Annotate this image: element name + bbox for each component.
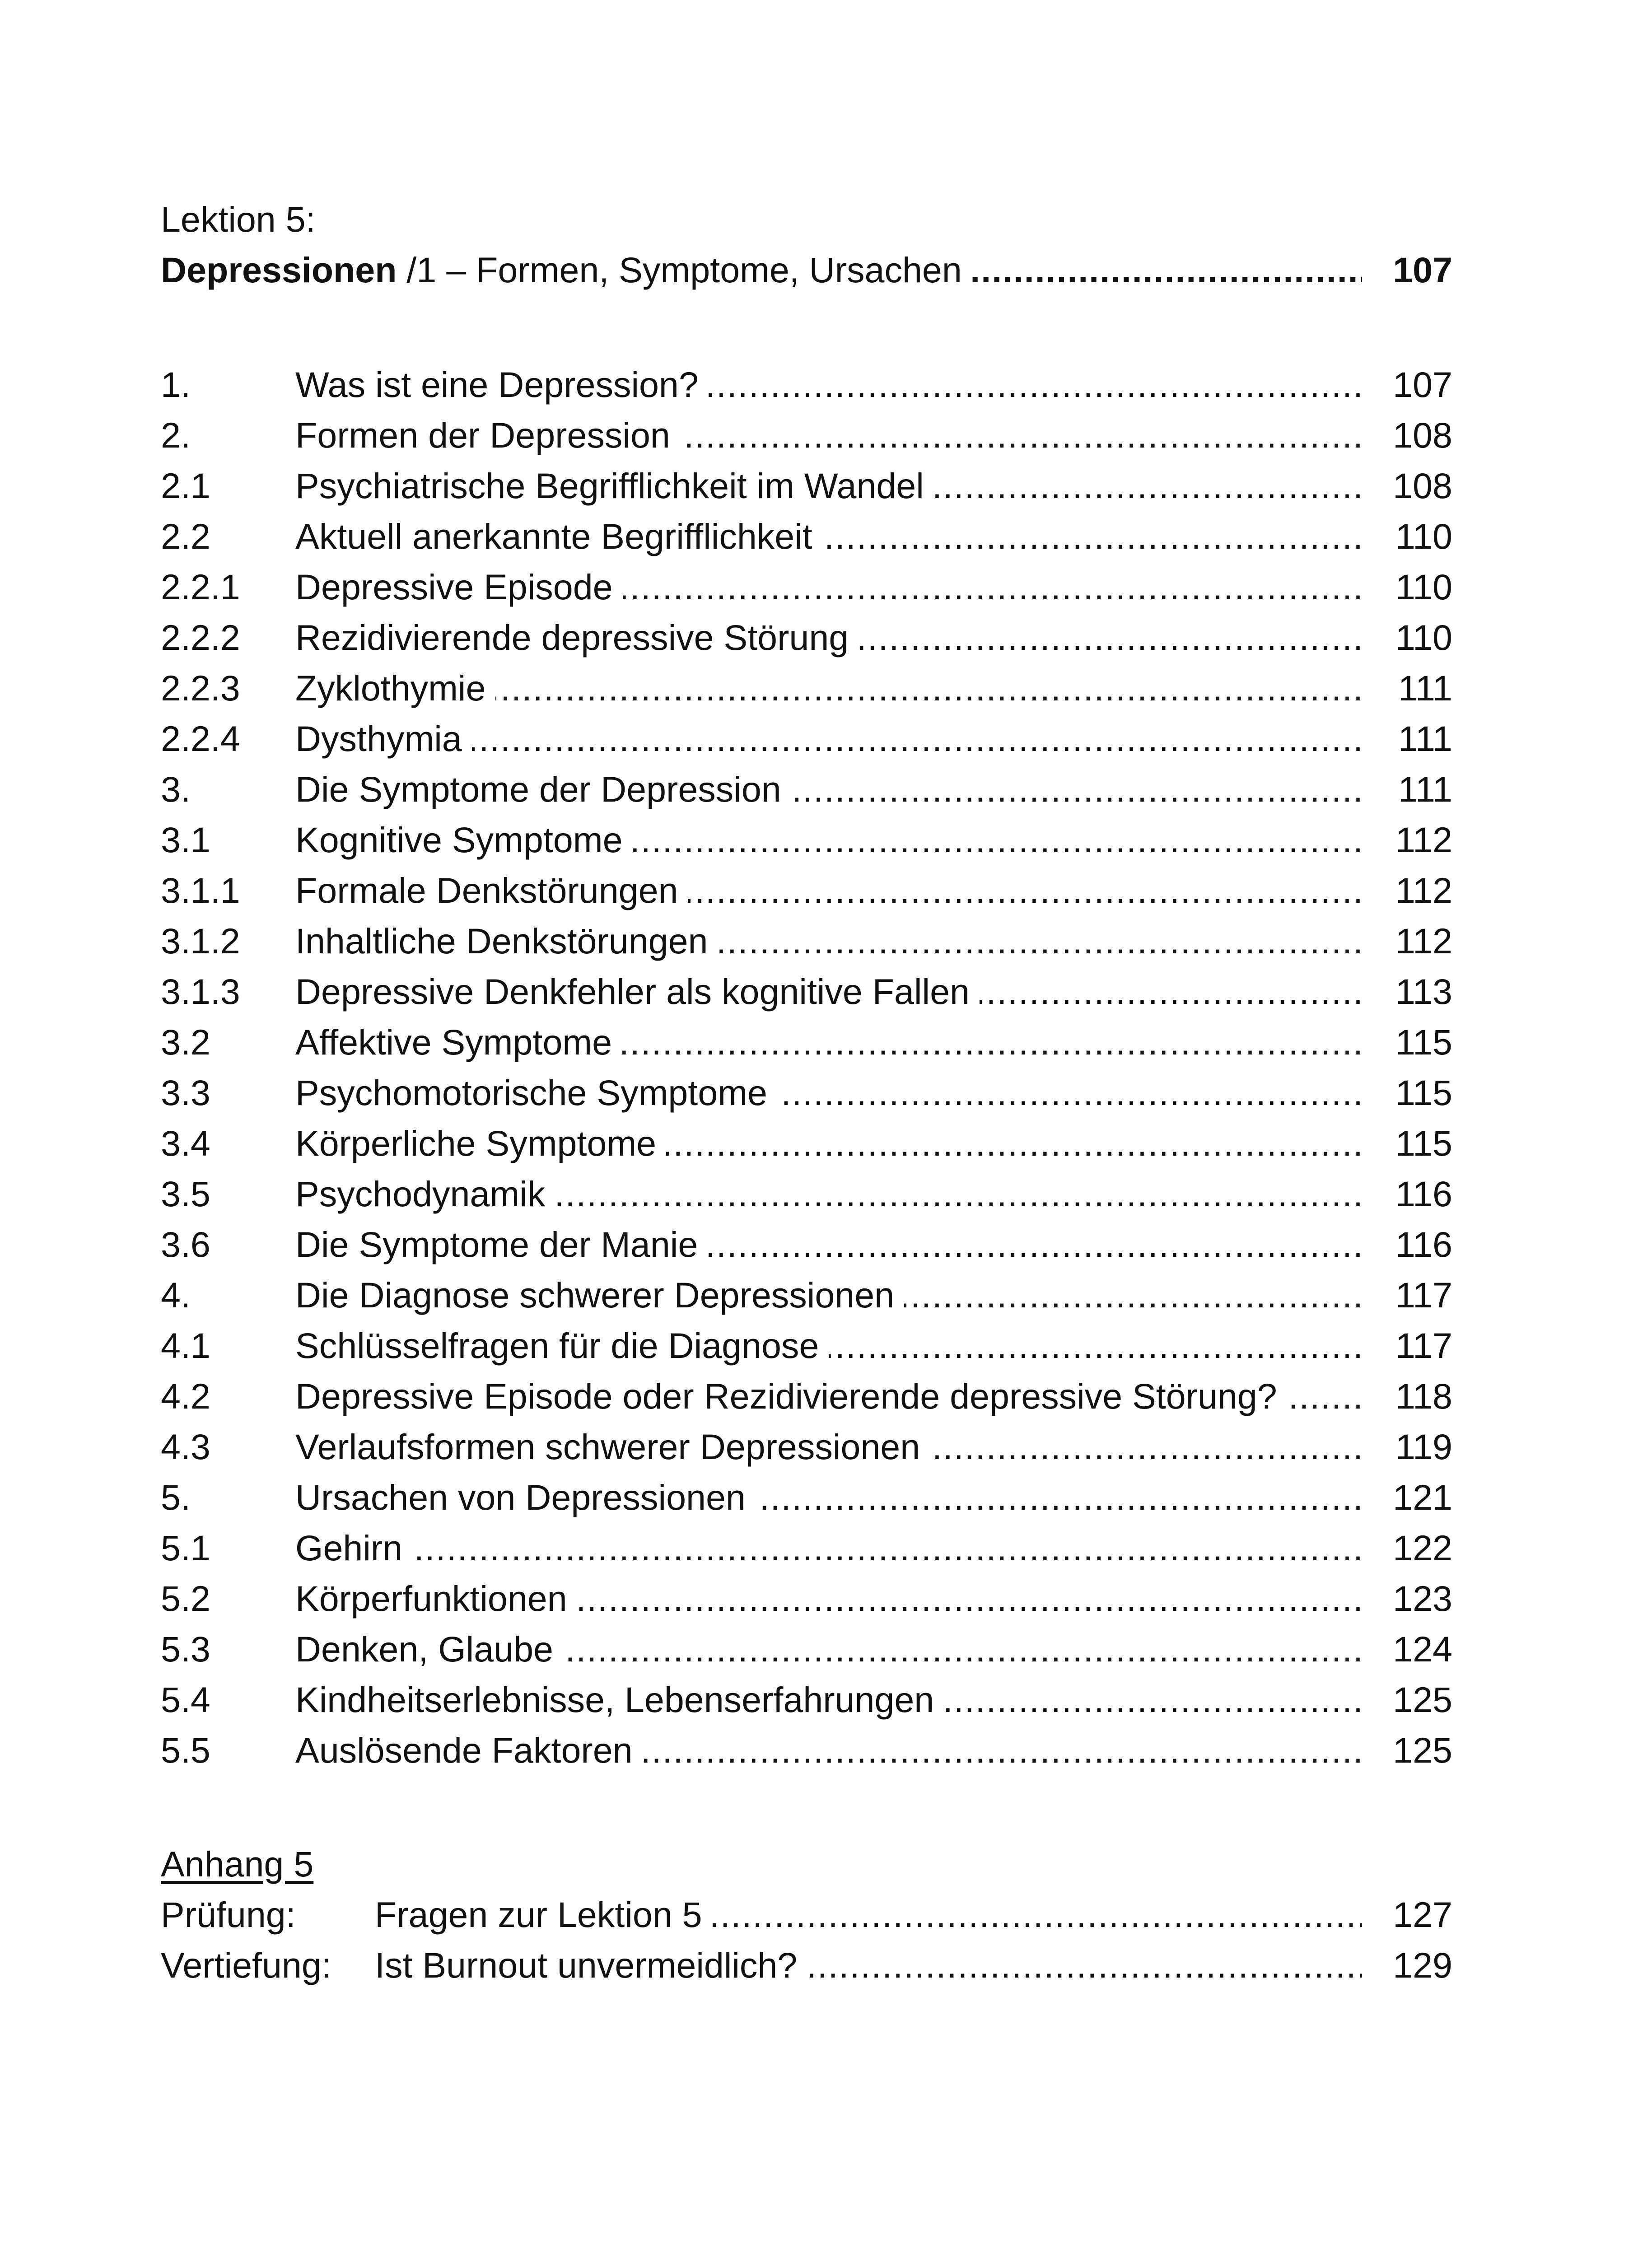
toc-entry (161, 815, 1452, 865)
toc-entry-page: 110 (1395, 567, 1452, 607)
appendix-entry-page: 127 (1393, 1894, 1452, 1935)
toc-entry (161, 1169, 1452, 1219)
dot-leader (295, 663, 1362, 714)
toc-entry (161, 663, 1452, 714)
dot-leader (295, 1675, 1362, 1725)
toc-entry-number: 5.3 (161, 1629, 210, 1669)
toc-entry-number: 3. (161, 769, 191, 809)
dot-leader (375, 1889, 1362, 1940)
toc-entry-number: 2.2 (161, 516, 210, 556)
toc-entry-title: Depressive Denkfehler als kognitive Fallen (295, 971, 980, 1012)
toc-entry-title: Psychiatrische Begrifflichkeit im Wandel (295, 466, 934, 506)
toc-entry-page: 118 (1395, 1376, 1452, 1416)
toc-entry-page: 117 (1395, 1325, 1452, 1366)
chapter-label: Lektion 5: (161, 199, 316, 239)
dot-leader (295, 1270, 1362, 1320)
toc-entry (161, 1675, 1452, 1725)
toc-entry-number: 3.1.1 (161, 870, 240, 910)
toc-entry-title: Depressive Episode oder Rezidivierende depressive Störung? (295, 1376, 1287, 1416)
appendix-entries (161, 1889, 1452, 1991)
dot-leader (295, 1219, 1362, 1270)
toc-entry-number: 2.1 (161, 466, 210, 506)
toc-entry-title: Dysthymia (295, 718, 472, 759)
toc-entry (161, 1472, 1452, 1523)
toc-entry-title: Verlaufsformen schwerer Depressionen (295, 1427, 930, 1467)
toc-entry-page: 112 (1395, 870, 1452, 910)
dot-leader (295, 562, 1362, 612)
toc-entry-title: Was ist eine Depression? (295, 364, 709, 405)
toc-entry-page: 116 (1395, 1174, 1452, 1214)
toc-entry-page: 113 (1395, 971, 1452, 1012)
toc-entry-number: 5. (161, 1477, 191, 1517)
toc-entry-page: 108 (1393, 466, 1452, 506)
toc-entry-page: 115 (1395, 1022, 1452, 1062)
toc-entries (161, 359, 1452, 1776)
appendix-heading (161, 1839, 1452, 1889)
toc-entry-page: 112 (1395, 820, 1452, 860)
toc-entry-title: Ursachen von Depressionen (295, 1477, 756, 1517)
toc-entry (161, 1320, 1452, 1371)
toc-entry (161, 612, 1452, 663)
toc-entry-number: 2.2.4 (161, 718, 240, 759)
toc-entry (161, 865, 1452, 916)
toc-entry-title: Psychodynamik (295, 1174, 555, 1214)
toc-entry (161, 359, 1452, 410)
toc-entry-page: 107 (1393, 364, 1452, 405)
toc-entry-title: Aktuell anerkannte Begrifflichkeit (295, 516, 822, 556)
toc-entry (161, 410, 1452, 461)
toc-entry-page: 112 (1395, 921, 1452, 961)
toc-entry (161, 1422, 1452, 1472)
toc-entry (161, 461, 1452, 511)
appendix-entry-title: Ist Burnout unvermeidlich? (375, 1945, 807, 1985)
toc-entry-title: Schlüsselfragen für die Diagnose (295, 1325, 829, 1366)
toc-entry-page: 115 (1395, 1073, 1452, 1113)
toc-entry-title: Gehirn (295, 1528, 412, 1568)
toc-entry-title: Die Symptome der Depression (295, 769, 791, 809)
toc-entry-page: 111 (1398, 668, 1452, 708)
toc-entry-page: 108 (1393, 415, 1452, 455)
toc-entry-number: 5.5 (161, 1730, 210, 1770)
toc-entry-number: 2.2.2 (161, 617, 240, 658)
toc-entry-title: Die Symptome der Manie (295, 1224, 708, 1264)
toc-entry-title: Formen der Depression (295, 415, 680, 455)
toc-entry-number: 1. (161, 364, 191, 405)
toc-entry-title: Zyklothymie (295, 668, 495, 708)
dot-leader (295, 511, 1362, 562)
toc-entry-title: Kindheitserlebnisse, Lebenserfahrungen (295, 1680, 944, 1720)
dot-leader (295, 1017, 1362, 1068)
toc-entry-title: Inhaltliche Denkstörungen (295, 921, 718, 961)
toc-entry (161, 1624, 1452, 1675)
chapter-title-row (161, 245, 1452, 295)
appendix-entry-title: Fragen zur Lektion 5 (375, 1894, 712, 1935)
toc-entry-page: 122 (1393, 1528, 1452, 1568)
dot-leader (295, 1169, 1362, 1219)
toc-entry-title: Psychomotorische Symptome (295, 1073, 777, 1113)
toc-entry-page: 111 (1398, 718, 1452, 759)
dot-leader (295, 865, 1362, 916)
appendix-title: Anhang 5 (161, 1844, 314, 1884)
toc-entry (161, 1270, 1452, 1320)
appendix-entry-label: Vertiefung: (161, 1945, 331, 1985)
toc-entry (161, 1573, 1452, 1624)
dot-leader (295, 1573, 1362, 1624)
toc-entry-title: Affektive Symptome (295, 1022, 622, 1062)
toc-entry-number: 5.2 (161, 1578, 210, 1619)
toc-entry (161, 1371, 1452, 1422)
dot-leader (295, 1118, 1362, 1169)
toc-entry-page: 110 (1395, 617, 1452, 658)
toc-entry-number: 4.1 (161, 1325, 210, 1366)
toc-entry (161, 1068, 1452, 1118)
toc-entry-number: 3.3 (161, 1073, 210, 1113)
toc-entry-number: 2.2.3 (161, 668, 240, 708)
toc-entry-page: 110 (1395, 516, 1452, 556)
toc-entry-page: 111 (1398, 769, 1452, 809)
chapter-title-rest: /1 – Formen, Symptome, Ursachen (397, 250, 962, 290)
dot-leader (295, 1523, 1362, 1573)
appendix-entry-label: Prüfung: (161, 1894, 296, 1935)
toc-entry-page: 115 (1395, 1123, 1452, 1163)
appendix-entry (161, 1889, 1452, 1940)
appendix-entry-page: 129 (1393, 1945, 1452, 1985)
toc-entry-number: 3.5 (161, 1174, 210, 1214)
toc-entry-page: 116 (1395, 1224, 1452, 1264)
toc-entry-number: 4.2 (161, 1376, 210, 1416)
toc-entry (161, 1219, 1452, 1270)
dot-leader (295, 764, 1362, 815)
dot-leader (295, 714, 1362, 764)
toc-entry (161, 966, 1452, 1017)
toc-entry (161, 562, 1452, 612)
toc-entry-title: Körperfunktionen (295, 1578, 577, 1619)
dot-leader (295, 815, 1362, 865)
toc-entry-page: 123 (1393, 1578, 1452, 1619)
dot-leader (295, 461, 1362, 511)
dot-leader (295, 1725, 1362, 1776)
toc-entry (161, 511, 1452, 562)
toc-entry-page: 119 (1395, 1427, 1452, 1467)
dot-leader (295, 1422, 1362, 1472)
dot-leader (295, 1371, 1362, 1422)
chapter-title-bold: Depressionen (161, 250, 397, 290)
toc-entry-number: 4. (161, 1275, 191, 1315)
dot-leader (295, 1320, 1362, 1371)
toc-entry (161, 1523, 1452, 1573)
dot-leader (295, 612, 1362, 663)
dot-leader (295, 1472, 1362, 1523)
toc-entry (161, 1118, 1452, 1169)
dot-leader (295, 359, 1362, 410)
toc-entry-title: Kognitive Symptome (295, 820, 633, 860)
toc-entry-number: 3.1.3 (161, 971, 240, 1012)
dot-leader (295, 410, 1362, 461)
toc-entry-number: 3.4 (161, 1123, 210, 1163)
toc-entry (161, 916, 1452, 966)
toc-entry-title: Die Diagnose schwerer Depressionen (295, 1275, 904, 1315)
toc-entry-number: 3.2 (161, 1022, 210, 1062)
toc-entry-title: Denken, Glaube (295, 1629, 563, 1669)
toc-entry-number: 4.3 (161, 1427, 210, 1467)
dot-leader (295, 916, 1362, 966)
toc-entry-number: 3.6 (161, 1224, 210, 1264)
dot-leader (295, 966, 1362, 1017)
toc-entry-number: 3.1 (161, 820, 210, 860)
toc-entry-title: Depressive Episode (295, 567, 623, 607)
toc-entry-page: 125 (1393, 1730, 1452, 1770)
toc-entry-title: Auslösende Faktoren (295, 1730, 643, 1770)
toc-entry (161, 714, 1452, 764)
dot-leader (295, 1068, 1362, 1118)
dot-leader (375, 1940, 1362, 1991)
toc-entry-number: 2.2.1 (161, 567, 240, 607)
appendix-entry (161, 1940, 1452, 1991)
toc-entry-number: 5.4 (161, 1680, 210, 1720)
toc-entry-title: Formale Denkstörungen (295, 870, 688, 910)
chapter-page-number: 107 (1393, 250, 1452, 290)
toc-entry-number: 3.1.2 (161, 921, 240, 961)
toc-entry-page: 124 (1393, 1629, 1452, 1669)
toc-entry-page: 121 (1393, 1477, 1452, 1517)
toc-entry-title: Körperliche Symptome (295, 1123, 666, 1163)
toc-entry (161, 1725, 1452, 1776)
toc-entry-page: 117 (1395, 1275, 1452, 1315)
toc-entry (161, 764, 1452, 815)
table-of-contents (161, 194, 1452, 1991)
toc-entry-title: Rezidivierende depressive Störung (295, 617, 859, 658)
toc-entry-number: 5.1 (161, 1528, 210, 1568)
toc-entry (161, 1017, 1452, 1068)
dot-leader (295, 1624, 1362, 1675)
toc-entry-page: 125 (1393, 1680, 1452, 1720)
toc-entry-number: 2. (161, 415, 191, 455)
